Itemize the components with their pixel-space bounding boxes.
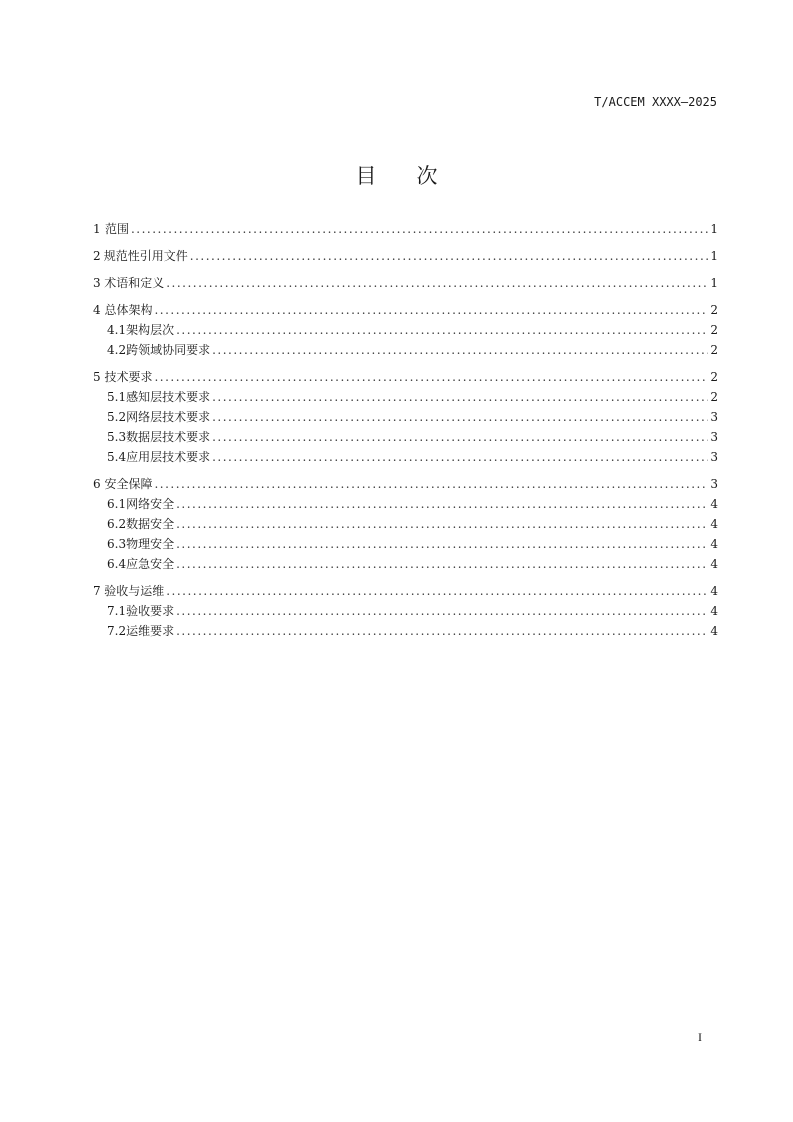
toc-leader-dots <box>176 514 708 534</box>
toc-entry-page: 3 <box>710 410 718 424</box>
toc-entry-page: 4 <box>710 604 718 618</box>
toc-entry-number: 4 <box>93 303 101 317</box>
toc-entry-number: 7.2 <box>107 624 127 638</box>
toc-leader-dots <box>166 581 708 601</box>
toc-entry-label: 数据层技术要求 <box>126 430 211 444</box>
toc-leader-dots <box>154 474 708 494</box>
toc-leader-dots <box>176 494 708 514</box>
toc-entry-label: 架构层次 <box>126 323 175 337</box>
toc-entry-page: 4 <box>710 517 718 531</box>
toc-leader-dots <box>176 534 708 554</box>
toc-entry[interactable] <box>93 447 718 467</box>
toc-entry-number: 6.2 <box>107 517 127 531</box>
toc-entry[interactable] <box>93 474 718 494</box>
toc-leader-dots <box>212 407 708 427</box>
toc-leader-dots <box>212 427 708 447</box>
toc-entry-page: 2 <box>710 323 718 337</box>
toc-entry-label: 技术要求 <box>104 370 153 384</box>
toc-entry-number: 4.2 <box>107 343 127 357</box>
toc-entry-label: 网络层技术要求 <box>126 410 211 424</box>
toc-entry[interactable] <box>93 407 718 427</box>
toc-entry-label: 总体架构 <box>104 303 153 317</box>
toc-entry[interactable] <box>93 534 718 554</box>
toc-entry-page: 1 <box>710 222 718 236</box>
toc-entry-label: 应急安全 <box>126 557 175 571</box>
toc-entry-number: 4.1 <box>107 323 127 337</box>
toc-leader-dots <box>131 219 708 239</box>
toc-title-left: 目 <box>355 164 377 188</box>
toc-entry-label: 运维要求 <box>126 624 175 638</box>
toc-entry-label: 数据安全 <box>126 517 175 531</box>
toc-entry[interactable] <box>93 219 718 239</box>
toc-entry[interactable] <box>93 340 718 360</box>
toc-entry-label: 物理安全 <box>126 537 175 551</box>
toc-entry[interactable] <box>93 320 718 340</box>
toc-entry-page: 4 <box>710 497 718 511</box>
document-code: T/ACCEM XXXX—2025 <box>594 95 717 109</box>
toc-entry-label: 跨领域协同要求 <box>126 343 211 357</box>
toc-entry-number: 1 <box>93 222 101 236</box>
toc-entry-label: 术语和定义 <box>104 276 165 290</box>
toc-leader-dots <box>212 340 708 360</box>
toc-title <box>0 160 793 190</box>
toc-entry-page: 2 <box>710 390 718 404</box>
toc-entry-page: 4 <box>710 557 718 571</box>
toc-entry[interactable] <box>93 367 718 387</box>
table-of-contents <box>93 219 718 641</box>
toc-entry-number: 6 <box>93 477 101 491</box>
toc-entry-page: 2 <box>710 370 718 384</box>
toc-leader-dots <box>176 554 708 574</box>
toc-entry-number: 6.4 <box>107 557 127 571</box>
toc-entry-page: 2 <box>710 343 718 357</box>
toc-entry-page: 1 <box>710 276 718 290</box>
toc-entry-page: 4 <box>710 537 718 551</box>
toc-entry-number: 7 <box>93 584 101 598</box>
toc-entry-label: 验收要求 <box>126 604 175 618</box>
toc-entry-label: 网络安全 <box>126 497 175 511</box>
toc-leader-dots <box>190 246 708 266</box>
toc-leader-dots <box>154 367 708 387</box>
toc-entry-number: 7.1 <box>107 604 127 618</box>
toc-entry[interactable] <box>93 427 718 447</box>
toc-entry[interactable] <box>93 621 718 641</box>
toc-entry[interactable] <box>93 494 718 514</box>
toc-entry-number: 2 <box>93 249 101 263</box>
toc-entry-label: 应用层技术要求 <box>126 450 211 464</box>
toc-entry-number: 6.3 <box>107 537 127 551</box>
toc-leader-dots <box>212 447 708 467</box>
toc-entry[interactable] <box>93 387 718 407</box>
toc-leader-dots <box>176 320 708 340</box>
toc-entry[interactable] <box>93 601 718 621</box>
toc-entry-page: 3 <box>710 477 718 491</box>
toc-entry-number: 5.3 <box>107 430 127 444</box>
toc-entry-number: 5.2 <box>107 410 127 424</box>
toc-entry[interactable] <box>93 581 718 601</box>
toc-entry-number: 5.4 <box>107 450 127 464</box>
toc-entry-number: 6.1 <box>107 497 127 511</box>
toc-entry[interactable] <box>93 514 718 534</box>
toc-entry-number: 5.1 <box>107 390 127 404</box>
toc-entry-label: 安全保障 <box>104 477 153 491</box>
toc-entry-page: 4 <box>710 584 718 598</box>
toc-entry[interactable] <box>93 300 718 320</box>
toc-leader-dots <box>176 621 708 641</box>
toc-entry-page: 4 <box>710 624 718 638</box>
toc-entry-page: 2 <box>710 303 718 317</box>
toc-entry-page: 1 <box>710 249 718 263</box>
toc-entry-number: 5 <box>93 370 101 384</box>
toc-leader-dots <box>154 300 708 320</box>
toc-entry-page: 3 <box>710 430 718 444</box>
toc-entry[interactable] <box>93 554 718 574</box>
toc-leader-dots <box>176 601 708 621</box>
toc-entry[interactable] <box>93 246 718 266</box>
toc-entry-number: 3 <box>93 276 101 290</box>
toc-entry-page: 3 <box>710 450 718 464</box>
page-number: I <box>698 1030 702 1044</box>
toc-entry-label: 范围 <box>104 222 129 236</box>
toc-entry-label: 规范性引用文件 <box>103 249 188 263</box>
toc-entry[interactable] <box>93 273 718 293</box>
toc-leader-dots <box>212 387 708 407</box>
toc-title-right: 次 <box>416 164 438 188</box>
toc-entry-label: 验收与运维 <box>104 584 165 598</box>
toc-leader-dots <box>166 273 708 293</box>
toc-entry-label: 感知层技术要求 <box>126 390 211 404</box>
